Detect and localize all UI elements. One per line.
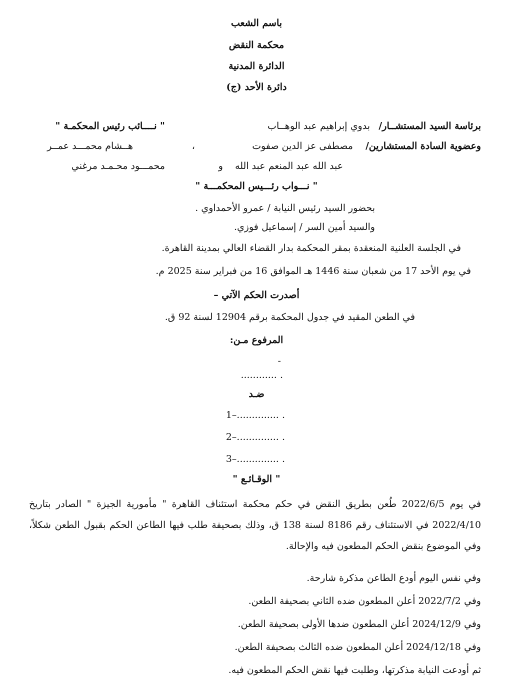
header-court-of-cassation: محكمة النقض bbox=[228, 40, 285, 51]
header-in-the-name-of-the-people: باسم الشعب bbox=[230, 18, 283, 29]
facts-paragraph-2: وفي نفس اليوم أودع الطاعن مذكرة شارحة. bbox=[306, 573, 481, 584]
secretary-attendance: والسيد أمين السر / إسماعيل فوزي. bbox=[233, 222, 375, 233]
prosecution-attendance: بحضور السيد رئيس النيابة / عمرو الأحمداوي . bbox=[195, 203, 375, 214]
facts-paragraph-1: في يوم 2022/6/5 طُعن بطريق النقض في حكم محكمة استئناف القاهرة " مأمورية الجيزة " الصادر بتاريخ 2022/4/10 في الاستئناف رقم 8186 لسنة 138 ق، وذلك بصحيفة طلب فيها الطاعن الحكم بقبول الطعن شكلاً، وفي الموضوع بنقض الحكم المطعون فيه والإحالة. bbox=[29, 499, 481, 552]
respondent-2: . ..............–2 bbox=[225, 432, 285, 443]
respondent-3: . ..............–3 bbox=[225, 454, 285, 465]
member-3: عبد الله عبد المنعم عبد الله bbox=[234, 161, 343, 172]
facts-paragraph-4: وفي 2024/12/9 أعلن المطعون ضدها الأولى بصحيفة الطعن. bbox=[237, 619, 481, 630]
facts-paragraph-6: ثم أودعت النيابة مذكرتها، وطلبت فيها نقض الحكم المطعون فيه. bbox=[228, 665, 481, 676]
header-civil-circuit: الدائرة المدنية bbox=[228, 61, 285, 72]
presidency-name: بدوي إبراهيم عبد الوهــاب bbox=[267, 121, 370, 132]
appellant-line-2: . ............ bbox=[240, 370, 283, 381]
facts-paragraph-5: وفي 2024/12/18 أعلن المطعون ضده الثالث بصحيفة الطعن. bbox=[234, 642, 481, 653]
session-place: في الجلسة العلنية المنعقدة بمقر المحكمة بدار القضاء العالي بمدينة القاهرة. bbox=[161, 243, 461, 254]
presidency-label: برئاسة السيد المستشــار/ bbox=[378, 121, 481, 132]
ruling-heading: أصدرت الحكم الآتي – bbox=[213, 290, 300, 301]
members-label: وعضوية السادة المستشارين/ bbox=[365, 141, 481, 152]
respondents-label: ضـد bbox=[248, 389, 265, 400]
member-separator: ، bbox=[191, 141, 195, 152]
session-date: في يوم الأحد 17 من شعبان سنة 1446 هـ الموافق 16 من فبراير سنة 2025 م. bbox=[155, 266, 471, 277]
appellant-label: المرفوع مـن: bbox=[229, 335, 284, 346]
member-1: مصطفى عز الدين صفوت bbox=[252, 141, 353, 152]
appellant-line-1: - bbox=[277, 356, 281, 367]
appeal-reference: في الطعن المقيد في جدول المحكمة برقم 12904 لسنة 92 ق. bbox=[164, 312, 415, 323]
member-4: محمـــود محـمـد مرغني bbox=[71, 161, 165, 172]
presidency-title: " نــــائب رئيس المحكمـة " bbox=[55, 121, 165, 132]
deputies-title: " نـــواب رئـــيس المحكمـــة " bbox=[195, 181, 318, 192]
member-and: و bbox=[218, 161, 223, 172]
member-2: هــشام محمـــد عمــر bbox=[47, 141, 133, 152]
facts-paragraph-3: وفي 2022/7/2 أعلن المطعون ضده الثاني بصحيفة الطعن. bbox=[248, 596, 481, 607]
header-sunday-circuit: دائرة الأحد (ج) bbox=[226, 82, 287, 93]
facts-heading: " الوقـائـع " bbox=[232, 474, 281, 485]
respondent-1: . ..............–1 bbox=[225, 410, 285, 421]
